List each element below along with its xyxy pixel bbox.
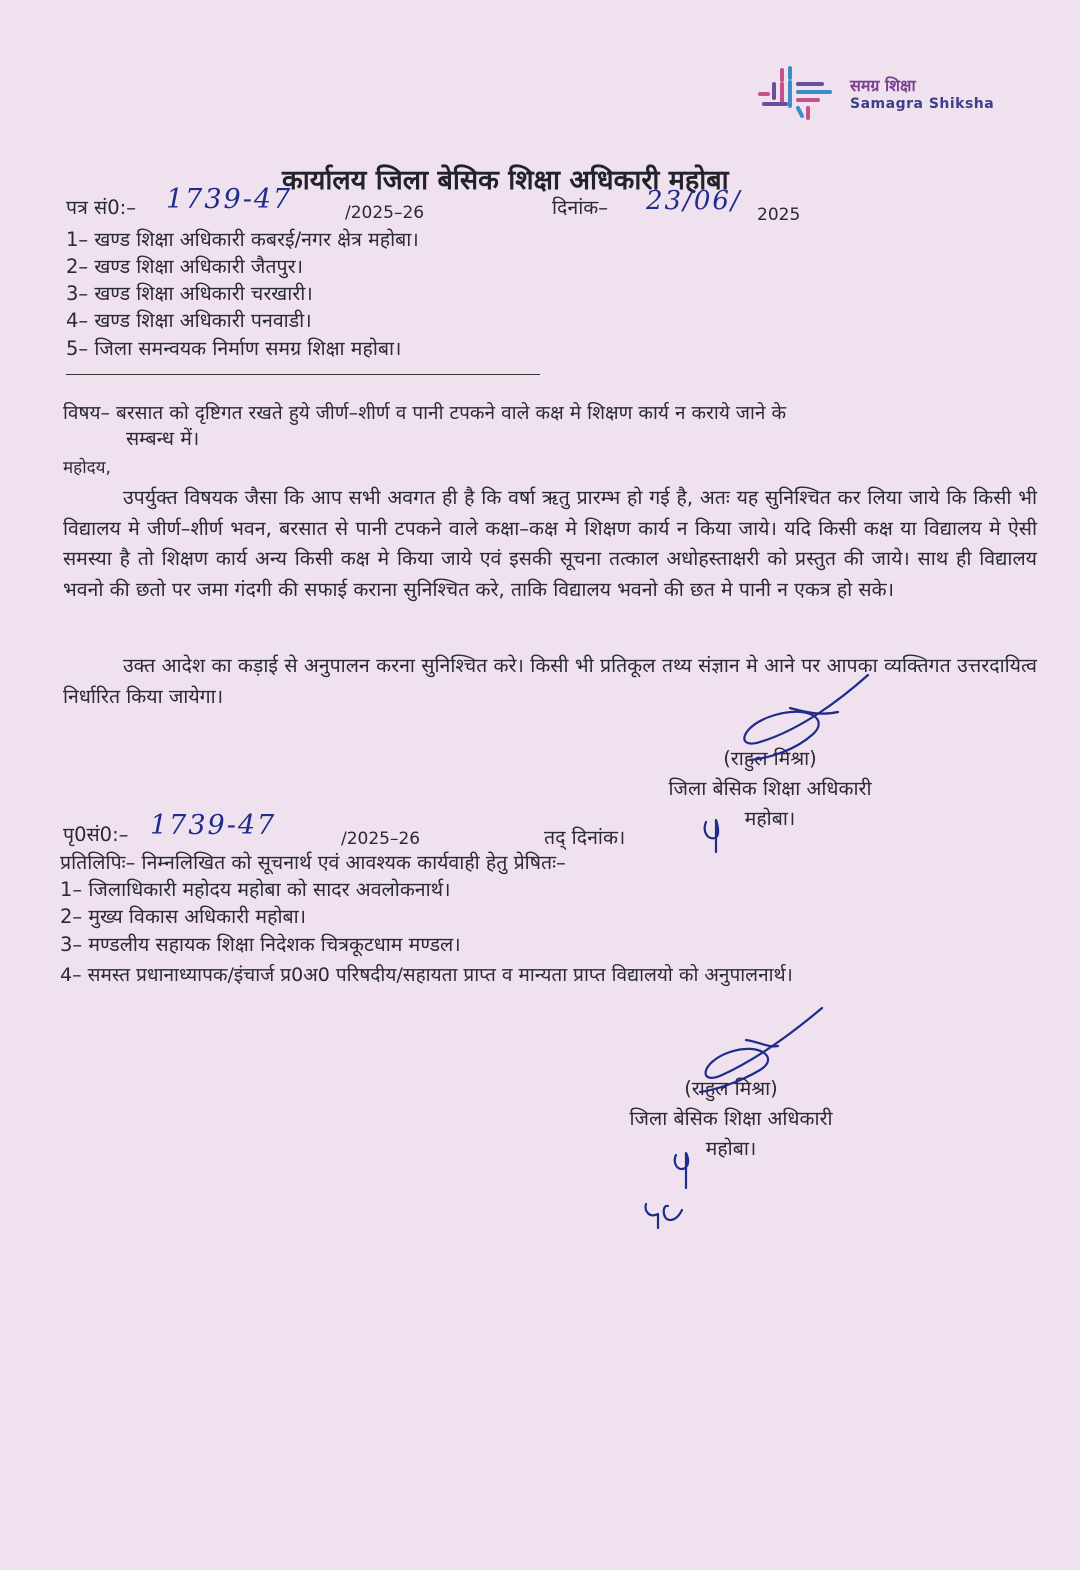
copy-item: 2– मुख्य विकास अधिकारी महोबा। [60, 905, 307, 928]
subject-line-2: सम्बन्ध में। [126, 427, 200, 450]
copy-intro: प्रतिलिपिः– निम्नलिखित को सूचनार्थ एवं आवश्यक कार्यवाही हेतु प्रेषितः– [60, 851, 566, 874]
recipient-item: 1– खण्ड शिक्षा अधिकारी कबरई/नगर क्षेत्र महोबा। [66, 228, 419, 251]
logo-hindi-text: समग्र शिक्षा [850, 76, 916, 95]
office-title: कार्यालय जिला बेसिक शिक्षा अधिकारी महोबा [282, 165, 729, 196]
signature-2-scribble [700, 1008, 822, 1092]
recipient-item: 5– जिला समन्वयक निर्माण समग्र शिक्षा महोबा। [66, 337, 402, 360]
logo-english-text: Samagra Shiksha [850, 96, 995, 112]
body-paragraph-1-text: उपर्युक्त विषयक जैसा कि आप सभी अवगत ही है कि वर्षा ऋतु प्रारम्भ हो गई है, अतः यह सुनिश्चित कर लिया जाये कि किसी भी विद्यालय मे जीर्ण–शीर्ण भवन, बरसात से पानी टपकने वाले कक्षा–कक्ष मे शिक्षण कार्य न किया जाये। यदि किसी कक्ष या विद्यालय मे ऐसी समस्या है तो शिक्षण कार्य अन्य किसी कक्ष मे किया जाये एवं इसकी सूचना तत्काल अधोहस्ताक्षरी को प्रस्तुत की जाये। साथ ही विद्यालय भवनो की छतो पर जमा गंदगी की सफाई कराना सुनिश्चित करे, ताकि विद्यालय भवनो की छत मे पानी न एकत्र हो सके। [63, 486, 1037, 601]
copy-item: 3– मण्डलीय सहायक शिक्षा निदेशक चित्रकूटधाम मण्डल। [60, 933, 461, 956]
signatory-designation: जिला बेसिक शिक्षा अधिकारी [629, 1107, 833, 1130]
date-label: दिनांक– [552, 196, 609, 219]
subject-line-1: विषय– बरसात को दृष्टिगत रखते हुये जीर्ण–शीर्ण व पानी टपकने वाले कक्ष मे शिक्षण कार्य न कराये जाने के [63, 402, 787, 424]
body-paragraph-2-text: उक्त आदेश का कड़ाई से अनुपालन करना सुनिश्चित करे। किसी भी प्रतिकूल तथ्य संज्ञान मे आने पर आपका व्यक्तिगत उत्तरदायित्व निर्धारित किया जायेगा। [63, 654, 1037, 708]
letter-no-label: पत्र सं0:– [66, 196, 136, 219]
signatory-place: महोबा। [744, 807, 796, 830]
signatory-name: (राहुल मिश्रा) [684, 1077, 778, 1100]
recipient-item: 2– खण्ड शिक्षा अधिकारी जैतपुर। [66, 255, 303, 278]
signatory-designation: जिला बेसिक शिक्षा अधिकारी [668, 777, 872, 800]
letter-no-handwritten: 1739-47 [166, 184, 293, 215]
copy-year: /2025–26 [341, 829, 421, 849]
copy-item: 4– समस्त प्रधानाध्यापक/इंचार्ज प्र0अ0 परिषदीय/सहायता प्राप्त व मान्यता प्राप्त विद्यालयो को अनुपालनार्थ। [60, 964, 793, 986]
copy-ref-no-handwritten: 1739-47 [150, 810, 277, 841]
initial-mark-2 [675, 1153, 688, 1188]
initial-mark-1 [705, 820, 718, 852]
date-year: 2025 [757, 205, 801, 225]
recipient-item: 4– खण्ड शिक्षा अधिकारी पनवाडी। [66, 309, 312, 332]
salutation: महोदय, [63, 458, 111, 478]
copy-item: 1– जिलाधिकारी महोदय महोबा को सादर अवलोकनार्थ। [60, 878, 451, 901]
signatory-name: (राहुल मिश्रा) [723, 747, 817, 770]
copy-date-label: तद् दिनांक। [544, 826, 626, 849]
signatory-place: महोबा। [705, 1137, 757, 1160]
letter-year: /2025–26 [345, 203, 425, 223]
copy-ref-label: पृ0सं0:– [63, 823, 129, 846]
initial-mark-3 [646, 1204, 682, 1228]
date-handwritten: 23/06/ [646, 186, 742, 216]
signature-1-scribble [744, 675, 868, 760]
recipient-item: 3– खण्ड शिक्षा अधिकारी चरखारी। [66, 282, 313, 305]
